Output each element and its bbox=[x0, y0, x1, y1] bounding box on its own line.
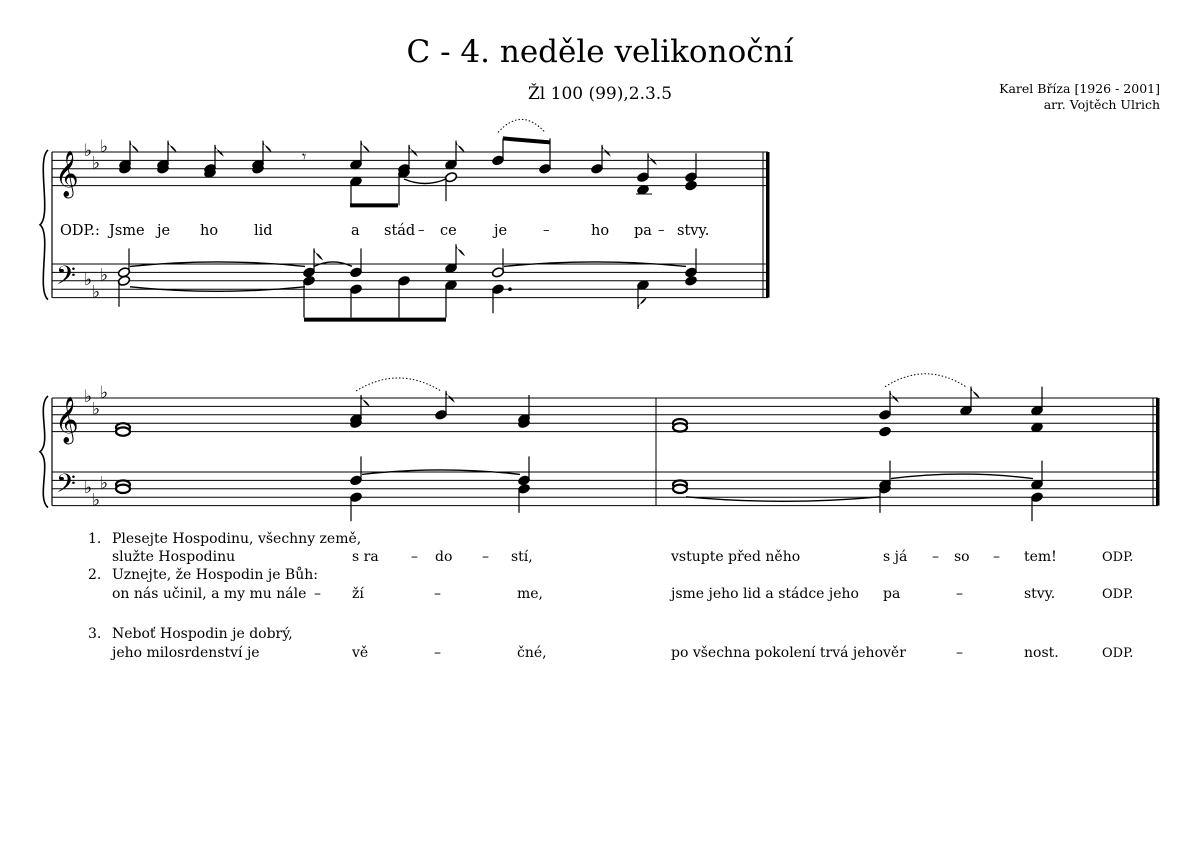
flag bbox=[361, 141, 370, 153]
verse-response: ODP. bbox=[1102, 587, 1134, 602]
final-barline bbox=[1156, 398, 1160, 506]
verse-syllable: – bbox=[993, 549, 1000, 565]
flag bbox=[409, 145, 418, 157]
verse-response: ODP. bbox=[1102, 550, 1134, 565]
refrain-syllable: stád bbox=[384, 223, 416, 239]
treble-clef-icon: 𝄞 bbox=[55, 397, 79, 443]
flat-icon: ♭ bbox=[92, 399, 101, 420]
whole-notehead bbox=[116, 427, 130, 435]
whole-notehead bbox=[673, 485, 687, 493]
flag bbox=[890, 391, 899, 403]
verse-syllable: do bbox=[435, 549, 453, 565]
verse-syllable: – bbox=[434, 586, 441, 602]
beam bbox=[503, 136, 550, 144]
verse-syllable: ží bbox=[352, 586, 364, 602]
verse-syllable: pa bbox=[883, 586, 901, 602]
flag bbox=[456, 141, 465, 153]
verse-syllable: me, bbox=[517, 586, 544, 602]
verse-syllable: stí, bbox=[511, 549, 533, 565]
brace-icon bbox=[40, 396, 48, 508]
flag bbox=[314, 248, 323, 260]
flat-icon: ♭ bbox=[92, 153, 101, 174]
refrain-syllable: je bbox=[494, 223, 508, 239]
verse-syllable: – bbox=[411, 549, 418, 565]
flag bbox=[971, 387, 980, 399]
verse-syllable: – bbox=[314, 586, 321, 602]
brace-icon bbox=[40, 150, 48, 300]
whole-notehead bbox=[116, 485, 130, 493]
flat-icon: ♭ bbox=[100, 265, 109, 286]
verse-syllable: – bbox=[956, 586, 963, 602]
flag bbox=[361, 395, 370, 407]
flat-icon: ♭ bbox=[100, 136, 109, 157]
page-title: C - 4. neděle velikonoční bbox=[406, 34, 794, 70]
arranger: arr. Vojtěch Ulrich bbox=[1043, 97, 1160, 112]
flag bbox=[648, 153, 657, 165]
refrain-syllable: ho bbox=[200, 223, 219, 239]
flat-icon: ♭ bbox=[84, 387, 93, 407]
psalm-reference: Žl 100 (99),2.3.5 bbox=[527, 84, 673, 104]
whole-notehead bbox=[673, 423, 687, 431]
flat-icon: ♭ bbox=[92, 282, 101, 303]
flag bbox=[638, 297, 647, 309]
verse-line: jeho milosrdenství je bbox=[112, 645, 260, 661]
verse-line: on nás učinil, a my mu nále bbox=[112, 586, 307, 602]
verse-syllable: – bbox=[434, 645, 441, 661]
refrain-syllable: a bbox=[351, 223, 360, 239]
flag bbox=[602, 145, 611, 157]
tie bbox=[891, 474, 1033, 479]
flat-icon: ♭ bbox=[92, 490, 101, 511]
verse-syllable: s já bbox=[883, 549, 908, 565]
flag bbox=[215, 145, 224, 157]
refrain-syllable: stvy. bbox=[677, 223, 710, 239]
flat-icon: ♭ bbox=[84, 269, 93, 290]
verse-syllable: so bbox=[954, 549, 970, 565]
verse-response: ODP. bbox=[1102, 646, 1134, 661]
verse-number: 1. bbox=[88, 531, 102, 547]
dot bbox=[508, 287, 512, 291]
refrain-system bbox=[40, 119, 770, 321]
verse-syllable: tem! bbox=[1024, 549, 1057, 565]
refrain-syllable: lid bbox=[254, 223, 273, 239]
verse-syllable: – bbox=[956, 645, 963, 661]
verse-line: Neboť Hospodin je dobrý, bbox=[112, 626, 293, 642]
verse-line: Uznejte, že Hospodin je Bůh: bbox=[112, 567, 318, 583]
refrain-label: ODP.: bbox=[60, 223, 100, 239]
verse-syllable: nost. bbox=[1024, 645, 1059, 661]
refrain-syllable: ho bbox=[591, 223, 610, 239]
flag bbox=[456, 244, 465, 256]
verse-syllable: věr bbox=[883, 645, 906, 661]
verse-number: 2. bbox=[88, 567, 102, 583]
phrasing-slur bbox=[356, 378, 441, 391]
notehead bbox=[684, 180, 697, 191]
bass-clef-icon: 𝄢 bbox=[56, 261, 76, 297]
verse-line: Plesejte Hospodinu, všechny země, bbox=[112, 531, 362, 547]
verse-text: vstupte před něho bbox=[671, 549, 801, 565]
verse-number: 3. bbox=[88, 626, 102, 642]
refrain-syllable: Jsme bbox=[109, 223, 145, 239]
beam bbox=[350, 203, 398, 207]
treble-clef-icon: 𝄞 bbox=[55, 151, 79, 197]
verse-syllable: s ra bbox=[352, 549, 379, 565]
refrain-syllable: pa bbox=[634, 223, 652, 239]
verse-syllable: stvy. bbox=[1024, 586, 1056, 602]
verse-syllable: čné, bbox=[517, 645, 547, 661]
verse-syllable: vě bbox=[352, 645, 369, 661]
notehead bbox=[878, 426, 891, 437]
verse-text: jsme jeho lid a stádce jeho bbox=[671, 586, 859, 602]
refrain-syllable: ce bbox=[440, 223, 457, 239]
composer: Karel Bříza [1926 - 2001] bbox=[999, 81, 1160, 96]
flag bbox=[263, 141, 272, 153]
refrain-syllable: je bbox=[157, 223, 171, 239]
phrasing-slur bbox=[885, 374, 966, 387]
flag bbox=[168, 141, 177, 153]
tie bbox=[404, 179, 446, 184]
bass-clef-icon: 𝄢 bbox=[56, 469, 76, 505]
beam bbox=[304, 318, 446, 322]
notehead bbox=[684, 275, 697, 286]
verse-line: služte Hospodinu bbox=[112, 549, 236, 565]
verse-text: po všechna pokolení trvá jeho bbox=[671, 645, 883, 661]
eighth-rest-icon: 𝄾 bbox=[302, 147, 307, 166]
verse-syllable: – bbox=[932, 549, 939, 565]
verse-syllable: – bbox=[482, 549, 489, 565]
flat-icon: ♭ bbox=[84, 141, 93, 161]
flag bbox=[446, 391, 455, 403]
flat-icon: ♭ bbox=[84, 477, 93, 498]
verse-chant-system bbox=[40, 374, 1160, 521]
phrasing-slur bbox=[498, 119, 545, 132]
flat-icon: ♭ bbox=[100, 473, 109, 494]
final-barline bbox=[766, 152, 770, 298]
flag bbox=[130, 141, 139, 153]
flat-icon: ♭ bbox=[100, 382, 109, 403]
